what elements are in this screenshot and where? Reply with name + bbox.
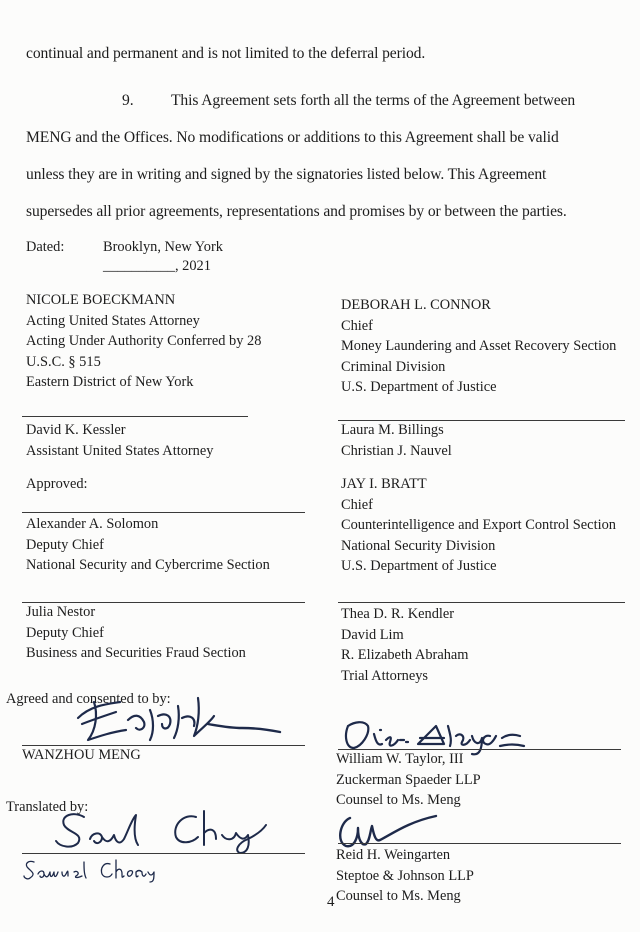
bratt-department: U.S. Department of Justice xyxy=(341,558,497,575)
lim-name: David Lim xyxy=(341,626,404,643)
solomon-block xyxy=(26,514,270,576)
kessler-signature-line xyxy=(22,416,248,417)
agreed-label: Agreed and consented to by: xyxy=(6,691,171,707)
dated-date-line: __________, 2021 xyxy=(103,258,211,274)
taylor-role: Counsel to Ms. Meng xyxy=(336,792,461,809)
abraham-name: R. Elizabeth Abraham xyxy=(341,647,469,664)
nestor-section: Business and Securities Fraud Section xyxy=(26,645,246,662)
bratt-section: Counterintelligence and Export Control Section xyxy=(341,517,616,534)
paragraph-9-number: 9. xyxy=(122,92,134,109)
connor-division: Criminal Division xyxy=(341,358,446,375)
paragraph-9-line-4: supersedes all prior agreements, representations and promises by or between the parties. xyxy=(26,203,567,220)
translator-printed-name xyxy=(22,856,162,884)
bratt-block xyxy=(341,474,616,577)
weingarten-role: Counsel to Ms. Meng xyxy=(336,888,461,905)
translator-signature xyxy=(44,805,274,853)
bratt-division: National Security Division xyxy=(341,537,496,554)
kendler-signature-line xyxy=(338,602,625,603)
billings-block xyxy=(341,420,452,461)
nestor-block xyxy=(26,602,246,664)
boeckmann-name: NICOLE BOECKMANN xyxy=(26,292,176,308)
boeckmann-district: Eastern District of New York xyxy=(26,374,194,391)
meng-name: WANZHOU MENG xyxy=(22,747,141,763)
taylor-firm: Zuckerman Spaeder LLP xyxy=(336,771,481,788)
weingarten-firm: Steptoe & Johnson LLP xyxy=(336,867,474,884)
taylor-block xyxy=(336,749,481,811)
kessler-title: Assistant United States Attorney xyxy=(26,442,214,459)
boeckmann-block xyxy=(26,290,261,393)
billings-name: Laura M. Billings xyxy=(341,422,444,438)
bratt-name: JAY I. BRATT xyxy=(341,476,427,492)
dated-place: Brooklyn, New York xyxy=(103,239,223,255)
solomon-section: National Security and Cybercrime Section xyxy=(26,557,270,574)
approved-label: Approved: xyxy=(26,476,88,492)
kessler-name: David K. Kessler xyxy=(26,422,126,438)
connor-block xyxy=(341,295,616,398)
translated-label: Translated by: xyxy=(6,799,89,815)
boeckmann-title: Acting United States Attorney xyxy=(26,312,200,329)
dated-label: Dated: xyxy=(26,239,65,255)
paragraph-9-line-2: MENG and the Offices. No modifications or additions to this Agreement shall be valid xyxy=(26,129,559,146)
paragraph-8-end: continual and permanent and is not limited to the deferral period. xyxy=(26,45,426,62)
weingarten-block xyxy=(336,845,474,907)
kendler-name: Thea D. R. Kendler xyxy=(341,606,455,622)
solomon-name: Alexander A. Solomon xyxy=(26,516,159,532)
paragraph-9-line-3: unless they are in writing and signed by the signatories listed below. This Agreement xyxy=(26,166,547,183)
connor-name: DEBORAH L. CONNOR xyxy=(341,297,491,313)
page-number: 4 xyxy=(327,894,335,910)
weingarten-name: Reid H. Weingarten xyxy=(336,847,451,863)
connor-section: Money Laundering and Asset Recovery Section xyxy=(341,338,617,355)
connor-department: U.S. Department of Justice xyxy=(341,379,497,396)
kendler-block xyxy=(341,604,468,686)
nauvel-name: Christian J. Nauvel xyxy=(341,442,452,459)
meng-signature xyxy=(70,690,285,746)
nestor-name: Julia Nestor xyxy=(26,604,96,620)
nestor-title: Deputy Chief xyxy=(26,624,104,641)
boeckmann-usc: U.S.C. § 515 xyxy=(26,353,101,370)
solomon-title: Deputy Chief xyxy=(26,536,104,553)
weingarten-signature-line xyxy=(338,843,621,844)
translator-signature-line xyxy=(22,853,305,854)
boeckmann-authority: Acting Under Authority Conferred by 28 xyxy=(26,333,262,350)
trial-attorneys-title: Trial Attorneys xyxy=(341,667,429,684)
taylor-name: William W. Taylor, III xyxy=(336,751,464,767)
kessler-block xyxy=(26,420,213,461)
paragraph-9-line-1: This Agreement sets forth all the terms of the Agreement between xyxy=(171,92,576,109)
bratt-title: Chief xyxy=(341,496,373,513)
solomon-signature-line xyxy=(22,512,305,513)
connor-title: Chief xyxy=(341,317,373,334)
